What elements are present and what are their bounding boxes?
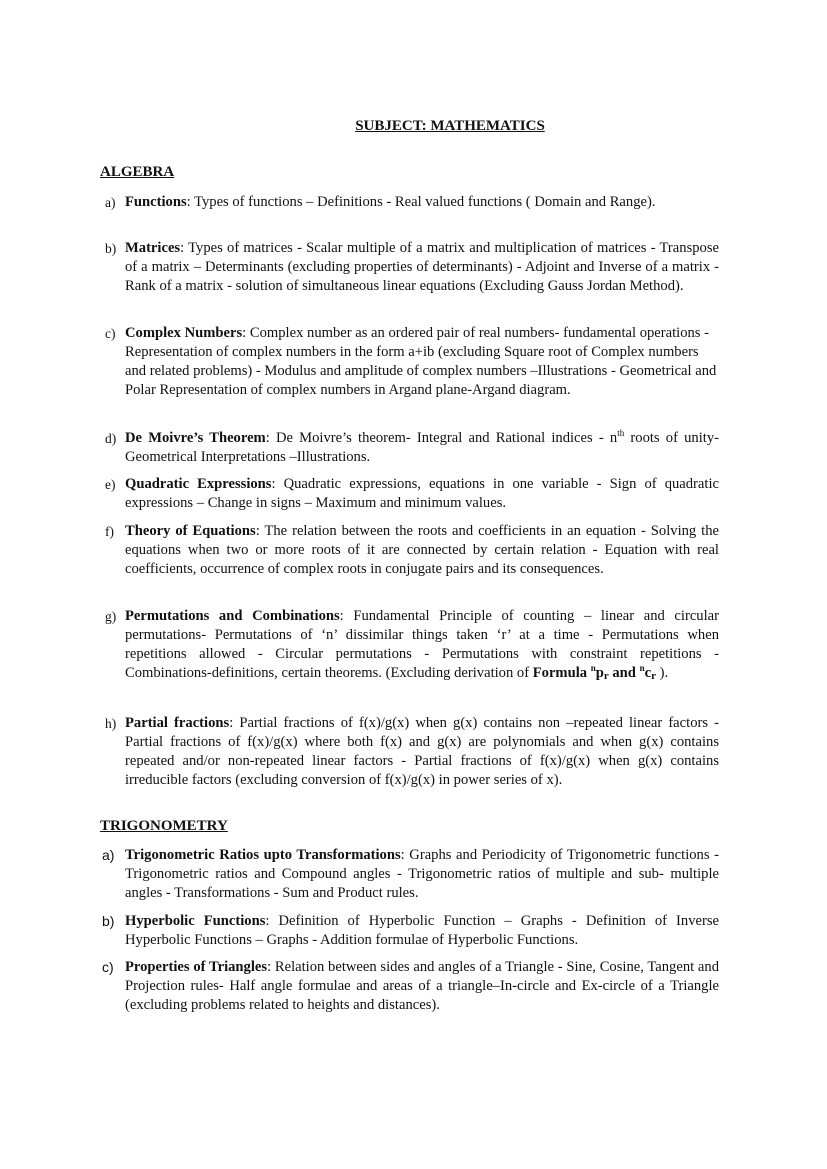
list-marker: h) bbox=[105, 716, 117, 731]
section-heading-algebra: ALGEBRA bbox=[100, 164, 175, 180]
list-marker: c) bbox=[102, 959, 114, 975]
list-item bbox=[100, 846, 719, 903]
list-item bbox=[100, 522, 719, 579]
list-item bbox=[100, 958, 719, 1015]
list-item bbox=[100, 429, 719, 467]
item-text: : Fundamental Principle of counting – linear and circular permutations- Permutations of ‘n’ dissimilar things taken ‘r’ at a time - Permutations when repetitions allowed - Circular permutations - Permutations with constraint repetitions - Combinations-definitions, certain theorems. (Excluding derivation of bbox=[125, 608, 719, 681]
list-item bbox=[100, 912, 719, 950]
item-text: : Graphs and Periodicity of Trigonometric functions - Trigonometric ratios and Compound angles - Trigonometric ratios of multiple and sub- multiple angles - Transformations - Sum and Product rules. bbox=[125, 847, 719, 901]
list-item bbox=[100, 193, 719, 212]
item-heading: Quadratic Expressions bbox=[125, 476, 272, 492]
list-marker: a) bbox=[105, 195, 116, 210]
item-heading: Partial fractions bbox=[125, 715, 230, 731]
formula-superscript-n: n bbox=[590, 663, 596, 673]
list-marker: g) bbox=[105, 609, 117, 624]
item-heading: De Moivre’s Theorem bbox=[125, 430, 266, 446]
list-marker: e) bbox=[105, 477, 116, 492]
list-item bbox=[100, 607, 719, 686]
formula-c: c bbox=[644, 665, 652, 681]
item-heading: Trigonometric Ratios upto Transformations bbox=[125, 847, 401, 863]
item-text: : The relation between the roots and coefficients in an equation - Solving the equations when two or more roots of it are connected by certain relation - Equation with real coefficients, occurrence of complex roots in conjugate pairs and its consequences. bbox=[125, 523, 719, 577]
list-item bbox=[100, 239, 719, 296]
section-heading-trigonometry: TRIGONOMETRY bbox=[100, 818, 228, 834]
item-text: : De Moivre’s theorem- Integral and Rational indices - n bbox=[265, 430, 618, 446]
formula-subscript-r: r bbox=[651, 670, 656, 682]
item-text: : Partial fractions of f(x)/g(x) when g(x) contains non –repeated linear factors - Partial fractions of f(x)/g(x) where both f(x) and g(x) are polynomials and when g(x) contains repeated and/or non-repeated linear factors - Partial fractions of f(x)/g(x) when g(x) contains irreducible factors (excluding conversion of f(x)/g(x) in power series of x). bbox=[125, 715, 719, 788]
item-text: : Complex number as an ordered pair of real numbers- fundamental operations - Representation of complex numbers in the form a+ib (excluding Square root of Complex numbers and related problems) - Modulus and amplitude of complex numbers –Illustrations - Geometrical and Polar Representation of complex numbers in Argand plane-Argand diagram. bbox=[125, 325, 717, 398]
list-marker: f) bbox=[105, 524, 114, 539]
item-heading: Hyperbolic Functions bbox=[125, 913, 266, 929]
item-text-continued: roots of unity- Geometrical Interpretations –Illustrations. bbox=[125, 430, 719, 465]
list-marker: b) bbox=[102, 913, 115, 929]
item-text: : Relation between sides and angles of a Triangle - Sine, Cosine, Tangent and Projection rules- Half angle formulae and areas of a triangle–In-circle and Ex-circle of a Triangle (excluding problems related to heights and distances). bbox=[125, 959, 719, 1013]
list-marker: d) bbox=[105, 431, 117, 446]
list-marker: c) bbox=[105, 326, 116, 341]
superscript: th bbox=[617, 428, 625, 438]
page-title: SUBJECT: MATHEMATICS bbox=[355, 118, 545, 134]
item-heading: Theory of Equations bbox=[125, 523, 256, 539]
formula-subscript-r: r bbox=[603, 670, 609, 682]
formula-and: and bbox=[608, 665, 640, 681]
item-heading: Permutations and Combinations bbox=[125, 608, 340, 624]
list-marker: a) bbox=[102, 847, 115, 863]
item-heading: Functions bbox=[125, 194, 187, 210]
item-text: : Definition of Hyperbolic Function – Graphs - Definition of Inverse Hyperbolic Functions – Graphs - Addition formulae of Hyperbolic Functions. bbox=[125, 913, 720, 948]
item-heading: Matrices bbox=[125, 240, 181, 256]
item-heading: Complex Numbers bbox=[125, 325, 243, 341]
item-text: : Types of functions – Definitions - Real valued functions ( Domain and Range). bbox=[186, 194, 656, 210]
list-item bbox=[100, 714, 719, 790]
list-item bbox=[100, 324, 719, 400]
formula-p: p bbox=[595, 665, 604, 681]
list-item bbox=[100, 475, 719, 513]
formula-label: Formula bbox=[532, 665, 591, 681]
item-text-end: ). bbox=[655, 665, 669, 681]
formula-superscript-n: n bbox=[639, 663, 645, 673]
item-text: : Types of matrices - Scalar multiple of a matrix and multiplication of matrices - Transpose of a matrix – Determinants (excluding properties of determinants) - Adjoint and Inverse of a matrix - Rank of a matrix - solution of simultaneous linear equations (Excluding Gauss Jordan Method). bbox=[125, 240, 719, 294]
item-text: : Quadratic expressions, equations in one variable - Sign of quadratic expressions – Change in signs – Maximum and minimum values. bbox=[125, 476, 719, 511]
list-marker: b) bbox=[105, 241, 117, 256]
item-heading: Properties of Triangles bbox=[125, 959, 268, 975]
